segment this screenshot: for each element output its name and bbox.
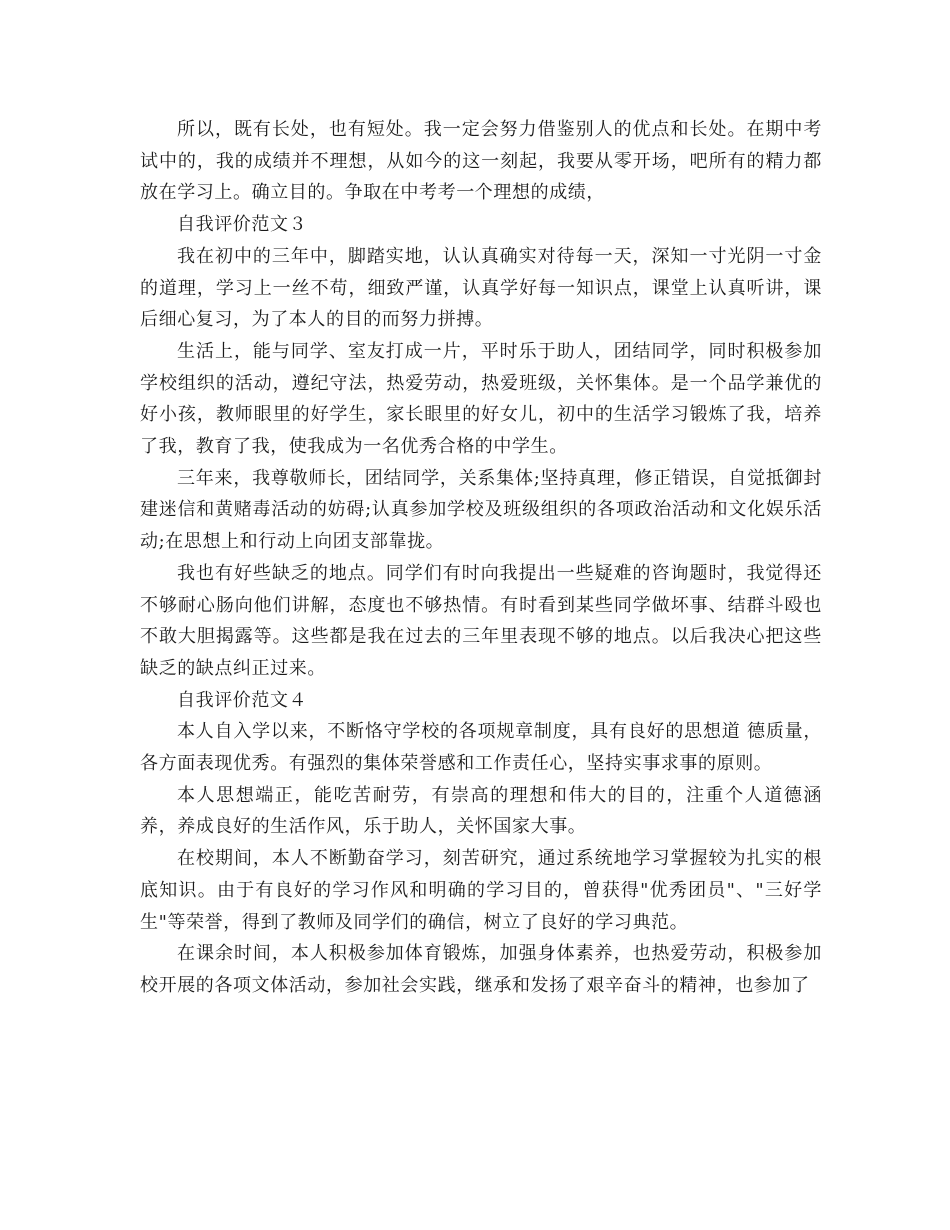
paragraph: 生活上，能与同学、室友打成一片，平时乐于助人，团结同学，同时积极参加学校组织的活动，遵纪守法，热爱劳动，热爱班级，关怀集体。是一个品学兼优的好小孩，教师眼里的好学生，家长眼里的好女儿，初中的生活学习锻炼了我，培养了我，教育了我，使我成为一名优秀合格的中学生。 (140, 340, 822, 458)
paragraph: 本人自入学以来，不断恪守学校的各项规章制度，具有良好的思想道 德质量，各方面表现优秀。有强烈的集体荣誉感和工作责任心，坚持实事求事的原则。 (140, 721, 822, 775)
section-heading: 自我评价范文３ (177, 214, 308, 236)
paragraph: 我在初中的三年中，脚踏实地，认认真确实对待每一天，深知一寸光阴一寸金的道理，学习上一丝不苟，细致严谨，认真学好每一知识点，课堂上认真听讲，课后细心复习，为了本人的目的而努力拼搏。 (140, 245, 822, 331)
paragraph: 我也有好些缺乏的地点。同学们有时向我提出一些疑难的咨询题时，我觉得还不够耐心肠向他们讲解，态度也不够热情。有时看到某些同学做坏事、结群斗殴也不敢大胆揭露等。这些都是我在过去的三年里表现不够的地点。以后我决心把这些缺乏的缺点纠正过来。 (140, 562, 822, 679)
paragraph: 所以，既有长处，也有短处。我一定会努力借鉴别人的优点和长处。在期中考试中的，我的成绩并不理想，从如今的这一刻起，我要从零开场，吧所有的精力都放在学习上。确立目的。争取在中考考一个理想的成绩， (140, 119, 822, 204)
paragraph: 在课余时间，本人积极参加体育锻炼，加强身体素养，也热爱劳动，积极参加校开展的各项文体活动，参加社会实践，继承和发扬了艰辛奋斗的精神，也参加了 (140, 943, 822, 996)
document-body (140, 114, 822, 1002)
paragraph: 本人思想端正，能吃苦耐劳，有崇高的理想和伟大的目的，注重个人道德涵养，养成良好的生活作风，乐于助人，关怀国家大事。 (140, 784, 822, 838)
paragraph: 三年来，我尊敬师长，团结同学，关系集体;坚持真理，修正错误，自觉抵御封建迷信和黄赌毒活动的妨碍;认真参加学校及班级组织的各项政治活动和文化娱乐活动;在思想上和行动上向团支部靠拢。 (140, 467, 822, 553)
section-heading: 自我评价范文４ (177, 689, 308, 711)
paragraph: 在校期间，本人不断勤奋学习，刻苦研究，通过系统地学习掌握较为扎实的根底知识。由于有良好的学习作风和明确的学习目的，曾获得"优秀团员"、"三好学生"等荣誉，得到了教师及同学们的确信，树立了良好的学习典范。 (140, 848, 822, 933)
